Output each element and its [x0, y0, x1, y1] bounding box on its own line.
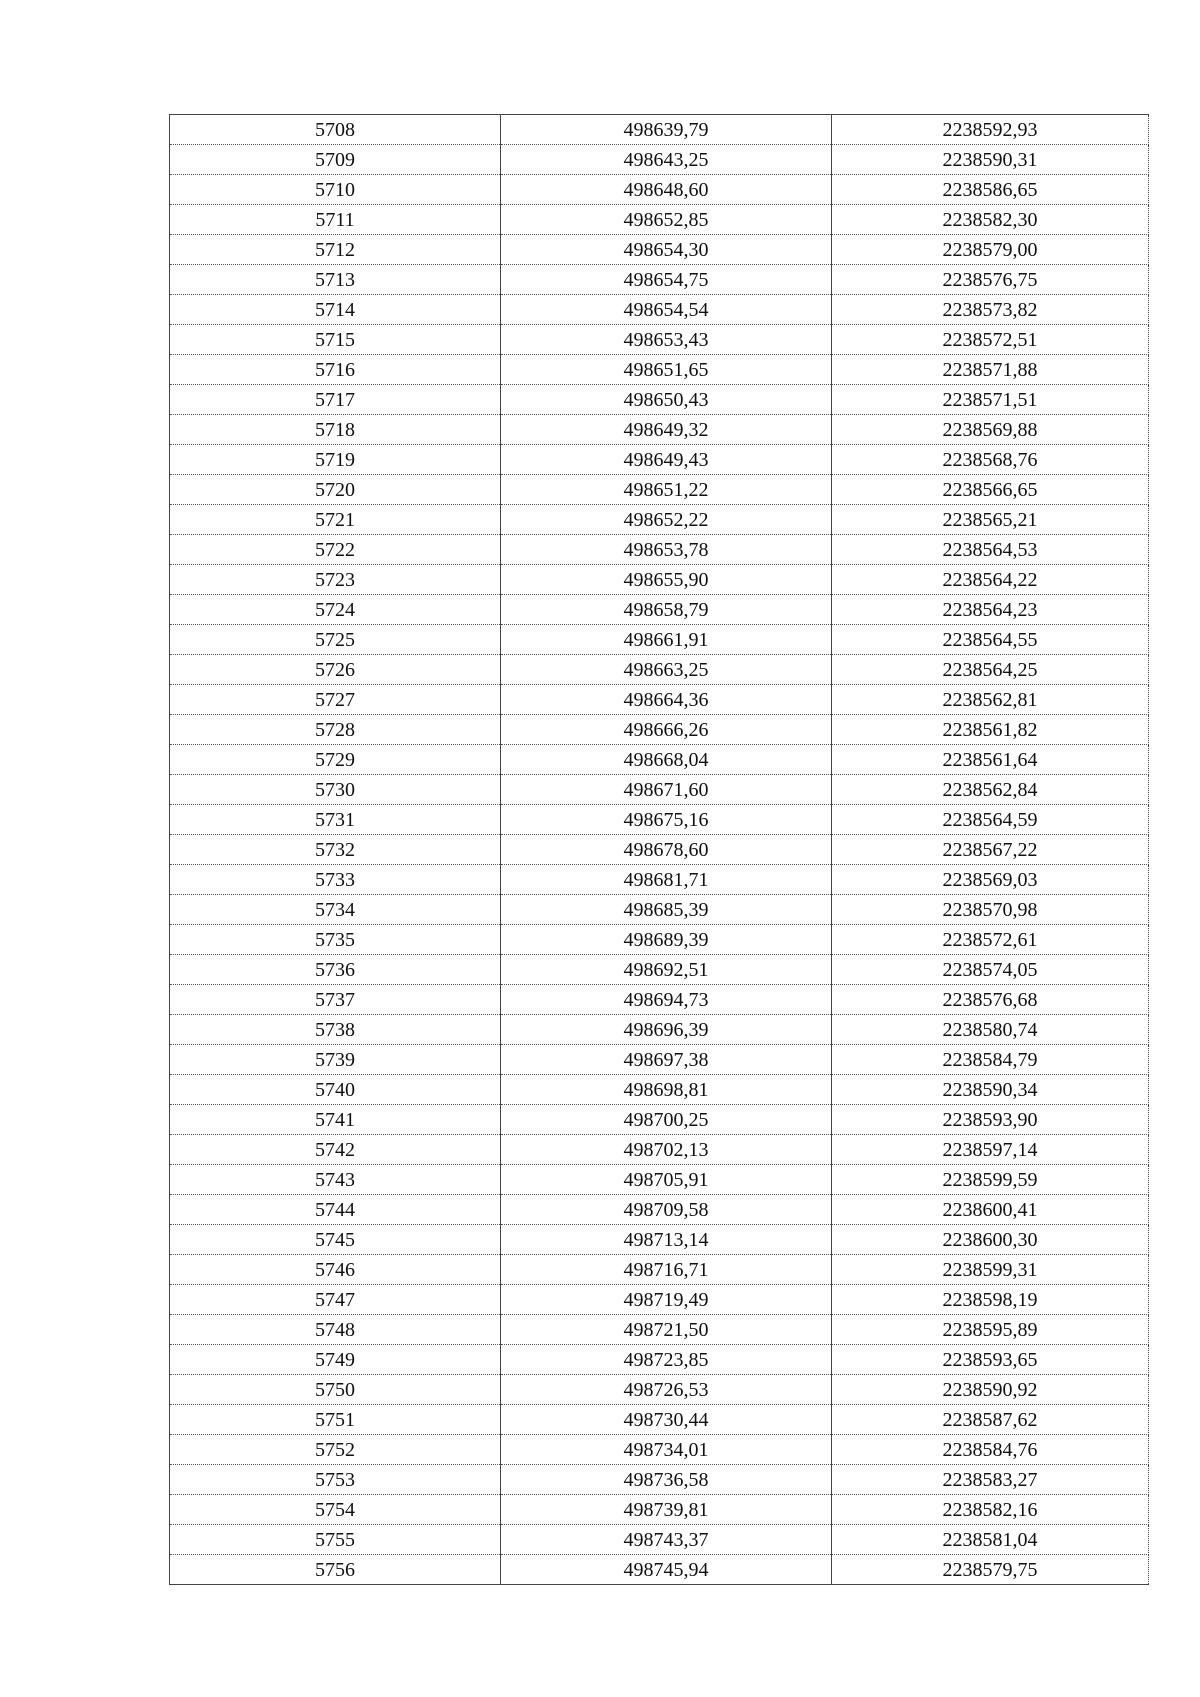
point-number-cell: 5723	[170, 565, 501, 595]
table-row	[170, 955, 1149, 985]
x-coordinate-cell: 498716,71	[501, 1255, 832, 1285]
y-coordinate-cell: 2238569,03	[832, 865, 1149, 895]
table-row	[170, 535, 1149, 565]
point-number-cell: 5713	[170, 265, 501, 295]
point-number-cell: 5735	[170, 925, 501, 955]
y-coordinate-cell: 2238593,90	[832, 1105, 1149, 1135]
y-coordinate-cell: 2238561,82	[832, 715, 1149, 745]
y-coordinate-cell: 2238581,04	[832, 1525, 1149, 1555]
table-row	[170, 1345, 1149, 1375]
x-coordinate-cell: 498681,71	[501, 865, 832, 895]
x-coordinate-cell: 498661,91	[501, 625, 832, 655]
y-coordinate-cell: 2238600,30	[832, 1225, 1149, 1255]
y-coordinate-cell: 2238593,65	[832, 1345, 1149, 1375]
y-coordinate-cell: 2238571,88	[832, 355, 1149, 385]
table-row	[170, 835, 1149, 865]
x-coordinate-cell: 498654,54	[501, 295, 832, 325]
y-coordinate-cell: 2238566,65	[832, 475, 1149, 505]
y-coordinate-cell: 2238564,59	[832, 805, 1149, 835]
y-coordinate-cell: 2238586,65	[832, 175, 1149, 205]
x-coordinate-cell: 498668,04	[501, 745, 832, 775]
point-number-cell: 5751	[170, 1405, 501, 1435]
table-row	[170, 325, 1149, 355]
table-row	[170, 1285, 1149, 1315]
table-row	[170, 1375, 1149, 1405]
table-row	[170, 685, 1149, 715]
y-coordinate-cell: 2238564,23	[832, 595, 1149, 625]
point-number-cell: 5727	[170, 685, 501, 715]
table-row	[170, 505, 1149, 535]
point-number-cell: 5737	[170, 985, 501, 1015]
x-coordinate-cell: 498696,39	[501, 1015, 832, 1045]
table-row	[170, 1525, 1149, 1555]
x-coordinate-cell: 498658,79	[501, 595, 832, 625]
y-coordinate-cell: 2238564,55	[832, 625, 1149, 655]
x-coordinate-cell: 498653,43	[501, 325, 832, 355]
y-coordinate-cell: 2238568,76	[832, 445, 1149, 475]
x-coordinate-cell: 498739,81	[501, 1495, 832, 1525]
x-coordinate-cell: 498697,38	[501, 1045, 832, 1075]
coordinates-table	[169, 114, 1149, 1585]
x-coordinate-cell: 498730,44	[501, 1405, 832, 1435]
x-coordinate-cell: 498713,14	[501, 1225, 832, 1255]
point-number-cell: 5719	[170, 445, 501, 475]
table-row	[170, 175, 1149, 205]
x-coordinate-cell: 498650,43	[501, 385, 832, 415]
x-coordinate-cell: 498652,85	[501, 205, 832, 235]
y-coordinate-cell: 2238584,76	[832, 1435, 1149, 1465]
x-coordinate-cell: 498692,51	[501, 955, 832, 985]
y-coordinate-cell: 2238584,79	[832, 1045, 1149, 1075]
y-coordinate-cell: 2238590,31	[832, 145, 1149, 175]
table-row	[170, 1015, 1149, 1045]
y-coordinate-cell: 2238598,19	[832, 1285, 1149, 1315]
point-number-cell: 5715	[170, 325, 501, 355]
table-row	[170, 925, 1149, 955]
point-number-cell: 5750	[170, 1375, 501, 1405]
point-number-cell: 5743	[170, 1165, 501, 1195]
x-coordinate-cell: 498663,25	[501, 655, 832, 685]
x-coordinate-cell: 498652,22	[501, 505, 832, 535]
x-coordinate-cell: 498709,58	[501, 1195, 832, 1225]
x-coordinate-cell: 498678,60	[501, 835, 832, 865]
table-row	[170, 985, 1149, 1015]
y-coordinate-cell: 2238599,59	[832, 1165, 1149, 1195]
point-number-cell: 5746	[170, 1255, 501, 1285]
point-number-cell: 5741	[170, 1105, 501, 1135]
x-coordinate-cell: 498664,36	[501, 685, 832, 715]
y-coordinate-cell: 2238582,16	[832, 1495, 1149, 1525]
y-coordinate-cell: 2238576,68	[832, 985, 1149, 1015]
x-coordinate-cell: 498654,30	[501, 235, 832, 265]
point-number-cell: 5718	[170, 415, 501, 445]
x-coordinate-cell: 498745,94	[501, 1555, 832, 1585]
x-coordinate-cell: 498649,32	[501, 415, 832, 445]
table-row	[170, 1195, 1149, 1225]
point-number-cell: 5738	[170, 1015, 501, 1045]
point-number-cell: 5710	[170, 175, 501, 205]
table-row	[170, 385, 1149, 415]
y-coordinate-cell: 2238580,74	[832, 1015, 1149, 1045]
point-number-cell: 5734	[170, 895, 501, 925]
point-number-cell: 5742	[170, 1135, 501, 1165]
table-row	[170, 895, 1149, 925]
table-row	[170, 145, 1149, 175]
y-coordinate-cell: 2238590,92	[832, 1375, 1149, 1405]
table-row	[170, 1495, 1149, 1525]
y-coordinate-cell: 2238562,84	[832, 775, 1149, 805]
x-coordinate-cell: 498705,91	[501, 1165, 832, 1195]
table-row	[170, 265, 1149, 295]
x-coordinate-cell: 498653,78	[501, 535, 832, 565]
table-row	[170, 625, 1149, 655]
table-row	[170, 1165, 1149, 1195]
table-row	[170, 1255, 1149, 1285]
x-coordinate-cell: 498654,75	[501, 265, 832, 295]
y-coordinate-cell: 2238583,27	[832, 1465, 1149, 1495]
y-coordinate-cell: 2238582,30	[832, 205, 1149, 235]
table-row	[170, 595, 1149, 625]
y-coordinate-cell: 2238592,93	[832, 115, 1149, 145]
table-row	[170, 355, 1149, 385]
y-coordinate-cell: 2238600,41	[832, 1195, 1149, 1225]
y-coordinate-cell: 2238570,98	[832, 895, 1149, 925]
table-row	[170, 1105, 1149, 1135]
table-row	[170, 1045, 1149, 1075]
y-coordinate-cell: 2238597,14	[832, 1135, 1149, 1165]
table-row	[170, 655, 1149, 685]
table-row	[170, 1225, 1149, 1255]
point-number-cell: 5711	[170, 205, 501, 235]
table-row	[170, 115, 1149, 145]
y-coordinate-cell: 2238569,88	[832, 415, 1149, 445]
table-row	[170, 745, 1149, 775]
y-coordinate-cell: 2238564,53	[832, 535, 1149, 565]
x-coordinate-cell: 498648,60	[501, 175, 832, 205]
y-coordinate-cell: 2238564,22	[832, 565, 1149, 595]
table-row	[170, 715, 1149, 745]
y-coordinate-cell: 2238579,75	[832, 1555, 1149, 1585]
point-number-cell: 5755	[170, 1525, 501, 1555]
point-number-cell: 5749	[170, 1345, 501, 1375]
x-coordinate-cell: 498700,25	[501, 1105, 832, 1135]
x-coordinate-cell: 498651,22	[501, 475, 832, 505]
point-number-cell: 5729	[170, 745, 501, 775]
point-number-cell: 5728	[170, 715, 501, 745]
point-number-cell: 5720	[170, 475, 501, 505]
table-row	[170, 295, 1149, 325]
point-number-cell: 5716	[170, 355, 501, 385]
x-coordinate-cell: 498698,81	[501, 1075, 832, 1105]
point-number-cell: 5748	[170, 1315, 501, 1345]
x-coordinate-cell: 498671,60	[501, 775, 832, 805]
point-number-cell: 5745	[170, 1225, 501, 1255]
x-coordinate-cell: 498666,26	[501, 715, 832, 745]
x-coordinate-cell: 498655,90	[501, 565, 832, 595]
table-row	[170, 1075, 1149, 1105]
point-number-cell: 5736	[170, 955, 501, 985]
x-coordinate-cell: 498651,65	[501, 355, 832, 385]
table-row	[170, 1135, 1149, 1165]
point-number-cell: 5714	[170, 295, 501, 325]
table-row	[170, 1315, 1149, 1345]
table-row	[170, 475, 1149, 505]
y-coordinate-cell: 2238574,05	[832, 955, 1149, 985]
point-number-cell: 5733	[170, 865, 501, 895]
x-coordinate-cell: 498734,01	[501, 1435, 832, 1465]
x-coordinate-cell: 498689,39	[501, 925, 832, 955]
y-coordinate-cell: 2238572,61	[832, 925, 1149, 955]
table-row	[170, 1435, 1149, 1465]
y-coordinate-cell: 2238579,00	[832, 235, 1149, 265]
coordinates-table-body	[170, 115, 1149, 1585]
y-coordinate-cell: 2238561,64	[832, 745, 1149, 775]
point-number-cell: 5739	[170, 1045, 501, 1075]
x-coordinate-cell: 498675,16	[501, 805, 832, 835]
point-number-cell: 5753	[170, 1465, 501, 1495]
x-coordinate-cell: 498639,79	[501, 115, 832, 145]
table-row	[170, 235, 1149, 265]
x-coordinate-cell: 498643,25	[501, 145, 832, 175]
y-coordinate-cell: 2238573,82	[832, 295, 1149, 325]
table-row	[170, 1465, 1149, 1495]
x-coordinate-cell: 498702,13	[501, 1135, 832, 1165]
point-number-cell: 5712	[170, 235, 501, 265]
x-coordinate-cell: 498694,73	[501, 985, 832, 1015]
point-number-cell: 5730	[170, 775, 501, 805]
x-coordinate-cell: 498685,39	[501, 895, 832, 925]
point-number-cell: 5709	[170, 145, 501, 175]
table-row	[170, 205, 1149, 235]
y-coordinate-cell: 2238564,25	[832, 655, 1149, 685]
y-coordinate-cell: 2238590,34	[832, 1075, 1149, 1105]
table-row	[170, 1405, 1149, 1435]
y-coordinate-cell: 2238599,31	[832, 1255, 1149, 1285]
point-number-cell: 5732	[170, 835, 501, 865]
y-coordinate-cell: 2238567,22	[832, 835, 1149, 865]
point-number-cell: 5754	[170, 1495, 501, 1525]
x-coordinate-cell: 498719,49	[501, 1285, 832, 1315]
y-coordinate-cell: 2238571,51	[832, 385, 1149, 415]
point-number-cell: 5708	[170, 115, 501, 145]
point-number-cell: 5756	[170, 1555, 501, 1585]
table-row	[170, 445, 1149, 475]
table-row	[170, 565, 1149, 595]
y-coordinate-cell: 2238587,62	[832, 1405, 1149, 1435]
x-coordinate-cell: 498726,53	[501, 1375, 832, 1405]
x-coordinate-cell: 498649,43	[501, 445, 832, 475]
point-number-cell: 5752	[170, 1435, 501, 1465]
point-number-cell: 5731	[170, 805, 501, 835]
point-number-cell: 5747	[170, 1285, 501, 1315]
point-number-cell: 5717	[170, 385, 501, 415]
table-row	[170, 1555, 1149, 1585]
y-coordinate-cell: 2238562,81	[832, 685, 1149, 715]
point-number-cell: 5725	[170, 625, 501, 655]
table-row	[170, 805, 1149, 835]
y-coordinate-cell: 2238576,75	[832, 265, 1149, 295]
y-coordinate-cell: 2238572,51	[832, 325, 1149, 355]
x-coordinate-cell: 498736,58	[501, 1465, 832, 1495]
x-coordinate-cell: 498743,37	[501, 1525, 832, 1555]
point-number-cell: 5740	[170, 1075, 501, 1105]
point-number-cell: 5744	[170, 1195, 501, 1225]
point-number-cell: 5722	[170, 535, 501, 565]
table-row	[170, 415, 1149, 445]
table-row	[170, 865, 1149, 895]
x-coordinate-cell: 498721,50	[501, 1315, 832, 1345]
point-number-cell: 5721	[170, 505, 501, 535]
x-coordinate-cell: 498723,85	[501, 1345, 832, 1375]
point-number-cell: 5724	[170, 595, 501, 625]
point-number-cell: 5726	[170, 655, 501, 685]
y-coordinate-cell: 2238595,89	[832, 1315, 1149, 1345]
table-row	[170, 775, 1149, 805]
y-coordinate-cell: 2238565,21	[832, 505, 1149, 535]
